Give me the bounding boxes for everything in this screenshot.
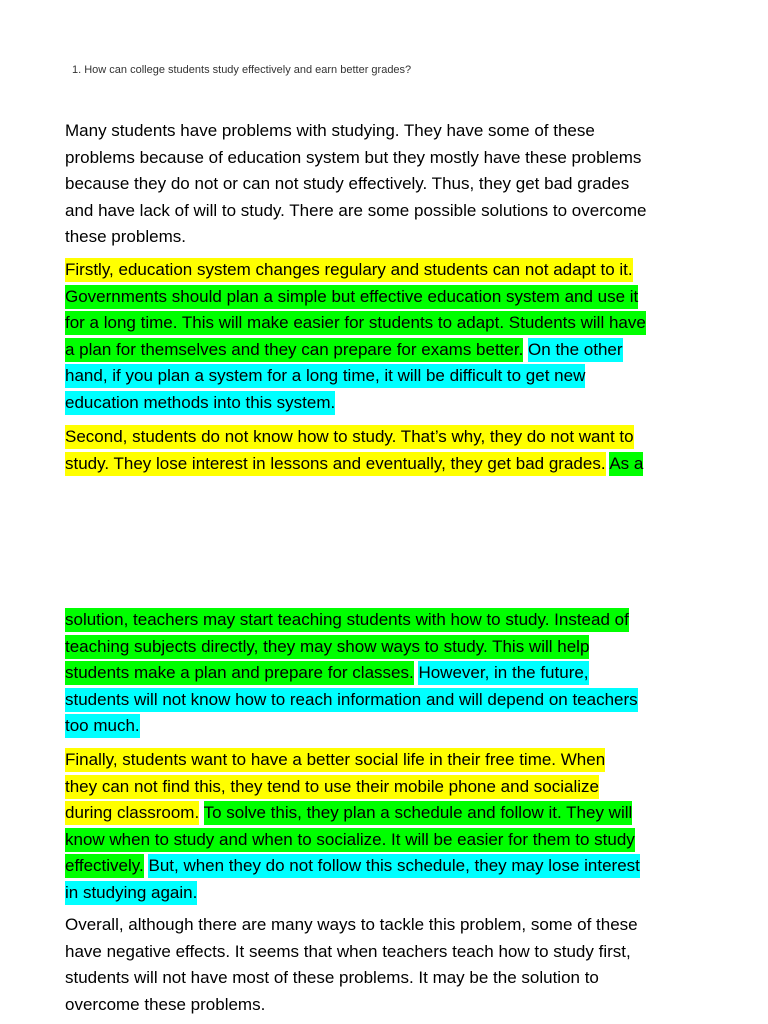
text-segment: Many students have problems with studying. They have some of these (65, 121, 595, 140)
text-line (65, 310, 705, 337)
text-line (65, 198, 705, 225)
highlighted-segment: effectively. (65, 854, 144, 878)
highlighted-segment: for a long time. This will make easier for students to adapt. Students will have (65, 311, 646, 335)
text-segment: problems because of education system but they mostly have these problems (65, 147, 642, 167)
question-heading: 1. How can college students study effectively and earn better grades? (72, 64, 412, 76)
highlighted-segment: However, in the future, (418, 661, 588, 685)
highlighted-segment: students make a plan and prepare for classes. (65, 661, 414, 685)
highlighted-segment: hand, if you plan a system for a long time, it will be difficult to get new (65, 364, 585, 388)
text-segment: Overall, although there are many ways to tackle this problem, some of these (65, 915, 638, 934)
highlighted-segment: know when to study and when to socialize. It will be easier for them to study (65, 828, 635, 852)
highlighted-segment: On the other (528, 338, 623, 362)
text-line (65, 965, 705, 992)
text-line (65, 337, 705, 364)
text-segment (199, 803, 203, 822)
highlighted-segment: To solve this, they plan a schedule and follow it. They will (204, 801, 633, 825)
highlighted-segment: As a (609, 452, 643, 476)
text-line (65, 424, 705, 451)
text-line (65, 800, 705, 827)
text-line (65, 634, 705, 661)
text-line (65, 939, 705, 966)
text-segment: students will not have most of these problems. It may be the solution to (65, 968, 599, 987)
text-segment: overcome these problems. (65, 994, 266, 1014)
text-line (65, 145, 705, 172)
text-line (65, 171, 705, 198)
highlighted-segment: a plan for themselves and they can prepare for exams better. (65, 338, 523, 362)
highlighted-segment: during classroom. (65, 801, 199, 825)
text-segment: these problems. (65, 227, 186, 246)
highlighted-segment: Firstly, education system changes regulary and students can not adapt to it. (65, 258, 633, 282)
text-line (65, 451, 705, 478)
highlighted-segment: Finally, students want to have a better social life in their free time. When (65, 748, 605, 772)
paragraph-finally (65, 747, 705, 906)
highlighted-segment: education methods into this system. (65, 391, 335, 415)
paragraph-firstly (65, 257, 705, 416)
text-line (65, 992, 705, 1019)
text-line (65, 363, 705, 390)
text-line (65, 284, 705, 311)
highlighted-segment: solution, teachers may start teaching students with how to study. Instead of (65, 608, 629, 632)
text-segment: because they do not or can not study effectively. Thus, they get bad grades (65, 174, 630, 193)
highlighted-segment: But, when they do not follow this schedule, they may lose interest (148, 854, 639, 878)
text-line (65, 118, 705, 145)
highlighted-segment: teaching subjects directly, they may show ways to study. This will help (65, 635, 589, 659)
text-line (65, 687, 705, 714)
text-segment: and have lack of will to study. There are some possible solutions to overcome (65, 200, 647, 220)
text-line (65, 257, 705, 284)
highlighted-segment: study. They lose interest in lessons and eventually, they get bad grades. (65, 452, 606, 476)
text-line (65, 747, 705, 774)
highlighted-segment: in studying again. (65, 881, 197, 905)
text-line (65, 880, 705, 907)
text-line (65, 660, 705, 687)
highlighted-segment: Second, students do not know how to study. That’s why, they do not want to (65, 425, 634, 449)
paragraph-second (65, 424, 705, 477)
highlighted-segment: too much. (65, 714, 140, 738)
paragraph-second-continued (65, 607, 705, 740)
text-line (65, 224, 705, 251)
text-line (65, 853, 705, 880)
text-line (65, 827, 705, 854)
text-line (65, 912, 705, 939)
paragraph-overall (65, 912, 705, 1018)
highlighted-segment: they can not find this, they tend to use their mobile phone and socialize (65, 775, 599, 799)
paragraph-intro (65, 118, 705, 251)
highlighted-segment: Governments should plan a simple but effective education system and use it (65, 285, 638, 309)
highlighted-segment: students will not know how to reach information and will depend on teachers (65, 688, 638, 712)
text-line (65, 774, 705, 801)
text-segment: have negative effects. It seems that when teachers teach how to study first, (65, 941, 631, 961)
text-line (65, 390, 705, 417)
text-line (65, 713, 705, 740)
text-line (65, 607, 705, 634)
